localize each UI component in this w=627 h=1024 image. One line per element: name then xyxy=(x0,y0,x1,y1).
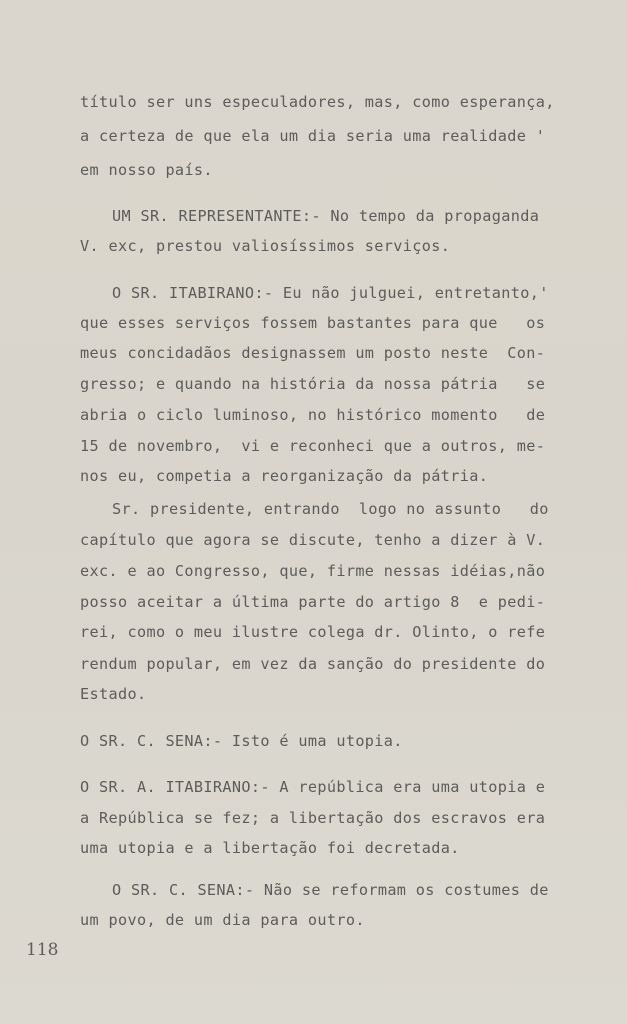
text-line: Estado. xyxy=(80,685,147,703)
text-line: uma utopia e a libertação foi decretada. xyxy=(80,839,460,857)
speaker-line: O SR. A. ITABIRANO:- A república era uma utopia e xyxy=(80,778,546,796)
text-line: a República se fez; a libertação dos escravos era xyxy=(80,809,546,827)
speaker-line: O SR. ITABIRANO:- Eu não julguei, entretanto,' xyxy=(112,284,549,302)
text-line: 15 de novembro, vi e reconheci que a outros, me- xyxy=(80,437,546,455)
text-line: um povo, de um dia para outro. xyxy=(80,911,365,929)
page-number: 118 xyxy=(26,940,59,960)
text-line: título ser uns especuladores, mas, como esperança, xyxy=(80,93,555,111)
text-line: a certeza de que ela um dia seria uma realidade ' xyxy=(80,127,546,145)
text-line: em nosso país. xyxy=(80,161,213,179)
text-line: nos eu, competia a reorganização da pátria. xyxy=(80,467,489,485)
speaker-line: O SR. C. SENA:- Não se reformam os costumes de xyxy=(112,881,549,899)
text-line: Sr. presidente, entrando logo no assunto do xyxy=(112,500,549,518)
text-line: V. exc, prestou valiosíssimos serviços. xyxy=(80,237,451,255)
text-line: rei, como o meu ilustre colega dr. Olinto, o refe xyxy=(80,623,546,641)
text-line: que esses serviços fossem bastantes para que os xyxy=(80,314,546,332)
text-line: meus concidadãos designassem um posto neste Con- xyxy=(80,344,546,362)
speaker-line: UM SR. REPRESENTANTE:- No tempo da propaganda xyxy=(112,207,540,225)
text-line: capítulo que agora se discute, tenho a dizer à V. xyxy=(80,531,546,549)
text-line: rendum popular, em vez da sanção do presidente do xyxy=(80,655,546,673)
text-line: exc. e ao Congresso, que, firme nessas idéias,não xyxy=(80,562,546,580)
text-line: posso aceitar a última parte do artigo 8 e pedi- xyxy=(80,593,546,611)
speaker-line: O SR. C. SENA:- Isto é uma utopia. xyxy=(80,732,403,750)
text-line: gresso; e quando na história da nossa pátria se xyxy=(80,375,546,393)
text-line: abria o ciclo luminoso, no histórico momento de xyxy=(80,406,546,424)
